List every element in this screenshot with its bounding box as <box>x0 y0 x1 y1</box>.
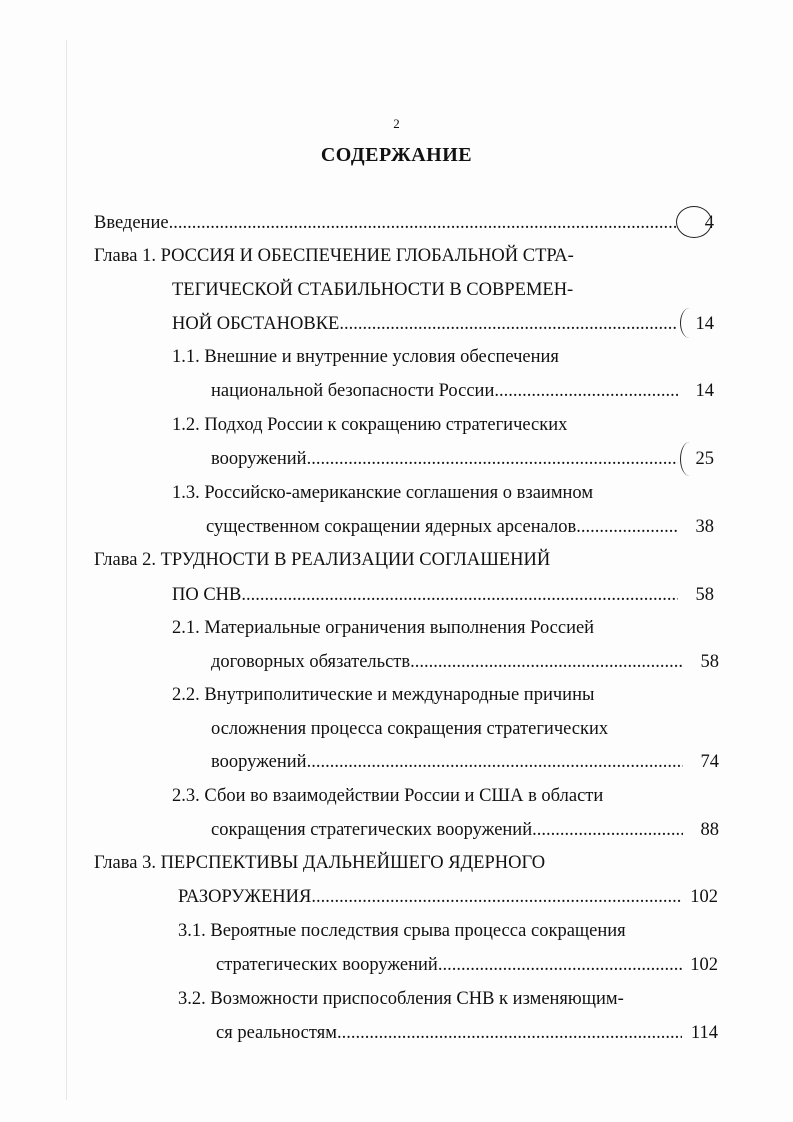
toc-page-number: 58 <box>700 652 719 672</box>
toc-page-number: 14 <box>695 381 714 401</box>
toc-entry-text: Введение <box>94 213 169 233</box>
dot-leader <box>494 378 678 404</box>
dot-leader <box>241 582 678 608</box>
dot-leader <box>169 210 678 236</box>
handwritten-bracket-mark <box>680 308 699 338</box>
dot-leader <box>410 649 683 675</box>
toc-entry-text: 3.2. Возможности приспособления СНВ к изменяющим- <box>178 989 624 1009</box>
toc-section-2-1-line-2[interactable] <box>211 649 719 675</box>
toc-chapter-3-line-1[interactable] <box>94 850 545 876</box>
dot-leader <box>339 311 678 337</box>
toc-section-1-1-line-2[interactable] <box>211 378 714 404</box>
toc-section-2-2-line-3[interactable] <box>211 749 719 775</box>
toc-entry-text: 3.1. Вероятные последствия срыва процесса сокращения <box>178 921 626 941</box>
scan-edge <box>66 40 67 1100</box>
toc-page-number: 25 <box>695 449 714 469</box>
dot-leader <box>576 514 678 540</box>
toc-page-number: 114 <box>690 1023 718 1043</box>
toc-entry-text: ТЕГИЧЕСКОЙ СТАБИЛЬНОСТИ В СОВРЕМЕН- <box>172 280 574 300</box>
toc-chapter-1-line-2 <box>172 277 573 303</box>
toc-entry-text: договорных обязательств <box>211 652 411 672</box>
dot-leader <box>307 749 683 775</box>
toc-section-1-1-line-1[interactable] <box>172 344 559 370</box>
toc-page-number: 102 <box>690 887 718 907</box>
toc-entry-text: 2.3. Сбои во взаимодействии России и США в области <box>172 786 604 806</box>
toc-chapter-1-line-3[interactable] <box>172 311 714 337</box>
toc-section-2-2-line-2 <box>211 716 608 742</box>
toc-entry-text: сокращения стратегических вооружений <box>211 820 533 840</box>
toc-entry-text: стратегических вооружений <box>216 955 438 975</box>
toc-entry-text: вооружений <box>211 449 307 469</box>
toc-section-2-3-line-2[interactable] <box>211 817 719 843</box>
toc-entry-text: 1.1. Внешние и внутренние условия обеспечения <box>172 347 559 367</box>
toc-entry-text: 1.3. Российско-американские соглашения о взаимном <box>172 483 594 503</box>
toc-entry-text: национальной безопасности России <box>211 381 495 401</box>
page-title: СОДЕРЖАНИЕ <box>320 144 473 166</box>
toc-page-number: 58 <box>695 585 714 605</box>
toc-entry-text: ПО СНВ <box>172 585 242 605</box>
toc-entry-text: 1.2. Подход России к сокращению стратегических <box>172 415 568 435</box>
toc-section-3-1-line-2[interactable] <box>216 952 718 978</box>
toc-entry-text: Глава 1. РОССИЯ И ОБЕСПЕЧЕНИЕ ГЛОБАЛЬНОЙ СТРА- <box>94 246 574 266</box>
toc-section-1-2-line-2[interactable] <box>211 446 714 472</box>
toc-chapter-3-line-2[interactable] <box>178 884 718 910</box>
toc-entry-text: РАЗОРУЖЕНИЯ <box>178 887 312 907</box>
dot-leader <box>337 1020 682 1046</box>
dot-leader <box>438 952 682 978</box>
toc-section-2-3-line-1[interactable] <box>172 783 603 809</box>
toc-section-2-1-line-1[interactable] <box>172 615 594 641</box>
toc-section-1-3-line-1[interactable] <box>172 480 593 506</box>
toc-section-3-1-line-1[interactable] <box>178 918 626 944</box>
dot-leader <box>532 817 683 843</box>
toc-section-1-2-line-1[interactable] <box>172 412 567 438</box>
toc-entry-text: ся реальностям <box>216 1023 337 1043</box>
handwritten-bracket-mark <box>680 442 699 476</box>
toc-section-1-3-line-2[interactable] <box>206 514 714 540</box>
toc-entry-text: вооружений <box>211 752 307 772</box>
toc-section-2-2-line-1[interactable] <box>172 682 594 708</box>
toc-page-number: 74 <box>700 752 719 772</box>
handwritten-circle-mark <box>676 206 712 238</box>
toc-entry-text: существенном сокращении ядерных арсеналов <box>206 517 577 537</box>
toc-page-number: 14 <box>695 314 714 334</box>
toc-section-3-2-line-1[interactable] <box>178 986 624 1012</box>
toc-chapter-1-line-1[interactable] <box>94 243 574 269</box>
toc-section-3-2-line-2[interactable] <box>216 1020 718 1046</box>
toc-chapter-2-line-2[interactable] <box>172 582 714 608</box>
page-number: 2 <box>393 116 400 131</box>
toc-entry-text: Глава 2. ТРУДНОСТИ В РЕАЛИЗАЦИИ СОГЛАШЕНИЙ <box>94 550 551 570</box>
toc-entry-text: 2.2. Внутриполитические и международные причины <box>172 685 595 705</box>
toc-page-number: 4 <box>704 213 714 233</box>
toc-entry-text: Глава 3. ПЕРСПЕКТИВЫ ДАЛЬНЕЙШЕГО ЯДЕРНОГО <box>94 853 546 873</box>
toc-entry-intro[interactable] <box>94 210 714 236</box>
toc-page-number: 38 <box>695 517 714 537</box>
toc-entry-text: НОЙ ОБСТАНОВКЕ <box>172 314 340 334</box>
dot-leader <box>307 446 678 472</box>
toc-entry-text: осложнения процесса сокращения стратегических <box>211 719 609 739</box>
toc-page-number: 102 <box>690 955 718 975</box>
toc-chapter-2-line-1[interactable] <box>94 547 550 573</box>
toc-entry-text: 2.1. Материальные ограничения выполнения Россией <box>172 618 595 638</box>
dot-leader <box>311 884 682 910</box>
toc-page-number: 88 <box>700 820 719 840</box>
